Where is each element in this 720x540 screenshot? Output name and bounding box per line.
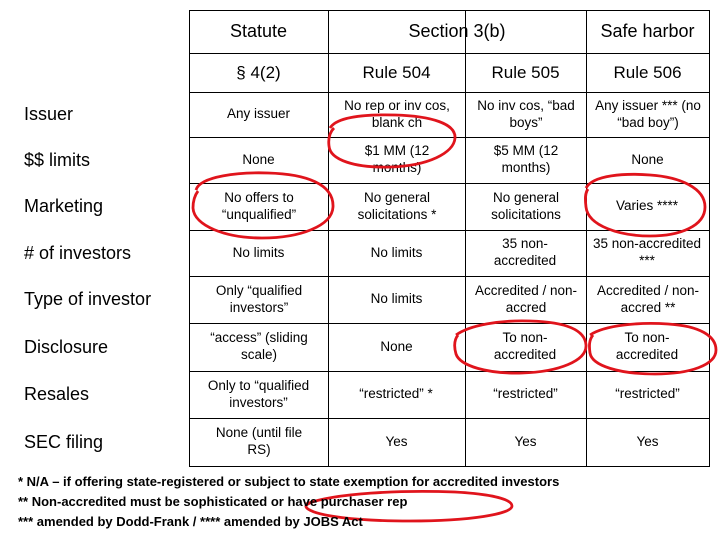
table-cell: No inv cos, “bad boys” (477, 97, 575, 130)
table-cell: “restricted” (493, 386, 558, 402)
table-cell: No general solicitations * (357, 189, 437, 222)
table-cell: “restricted” * (359, 386, 433, 402)
table-cell: None (242, 151, 275, 167)
table-cell: Yes (636, 433, 659, 449)
footnote-2: ** Non-accredited must be sophisticated or have purchaser rep (18, 494, 408, 509)
table-cell: To non-accredited (615, 330, 679, 362)
table-cell: 35 non-accredited *** (592, 236, 702, 268)
row-label-investors: # of investors (24, 242, 132, 263)
header-statute: Statute (229, 21, 288, 42)
header-safe-harbor: Safe harbor (600, 21, 695, 42)
table-cell: Accredited / non-accred (474, 282, 578, 315)
table-cell: Accredited / non-accred ** (596, 282, 700, 315)
row-label-disclosure: Disclosure (24, 336, 109, 357)
footnote-1: * N/A – if offering state-registered or subject to state exemption for accredited investors (18, 474, 560, 489)
table-cell: “access” (sliding scale) (210, 330, 308, 362)
table-cell: None (until file RS) (215, 425, 303, 457)
table-cell: $1 MM (12 months) (364, 143, 430, 175)
table-cell: No general solicitations (491, 189, 561, 222)
grid-line (189, 466, 710, 467)
table-cell: No limits (370, 291, 423, 307)
table-cell: Yes (385, 433, 408, 449)
table-cell: No limits (232, 244, 285, 260)
row-label-sec-filing: SEC filing (24, 431, 104, 452)
table-cell: “restricted” (615, 386, 680, 402)
row-label-investor-type: Type of investor (24, 289, 152, 309)
header-section-3b: Section 3(b) (408, 21, 506, 42)
subheader-rule-504: Rule 504 (362, 62, 431, 82)
table-cell: Any issuer (226, 106, 291, 122)
table-cell: None (631, 151, 664, 167)
table-cell: $5 MM (12 months) (493, 143, 559, 175)
subheader-4-2: § 4(2) (236, 62, 281, 82)
subheader-rule-505: Rule 505 (491, 62, 560, 82)
table-cell: No offers to “unqualified” (221, 189, 297, 222)
table-cell: No limits (370, 244, 423, 260)
table-cell: Varies **** (615, 198, 679, 214)
row-label-limits: $$ limits (24, 149, 91, 170)
subheader-rule-506: Rule 506 (613, 62, 682, 82)
table-cell: Only to “qualified investors” (207, 377, 310, 410)
table-cell: Yes (514, 433, 537, 449)
row-label-resales: Resales (24, 384, 90, 404)
grid-line (709, 10, 710, 467)
row-label-issuer: Issuer (24, 104, 74, 124)
table-cell: Any issuer *** (no “bad boy”) (595, 97, 701, 130)
table-cell: None (380, 338, 413, 354)
table-cell: No rep or inv cos, blank ch (344, 97, 450, 130)
footnote-3: *** amended by Dodd-Frank / **** amended by JOBS Act (18, 514, 363, 529)
row-label-marketing: Marketing (24, 196, 104, 216)
table-cell: Only “qualified investors” (215, 282, 303, 315)
table-cell: To non-accredited (493, 330, 557, 362)
table-cell: 35 non-accredited (493, 236, 557, 268)
